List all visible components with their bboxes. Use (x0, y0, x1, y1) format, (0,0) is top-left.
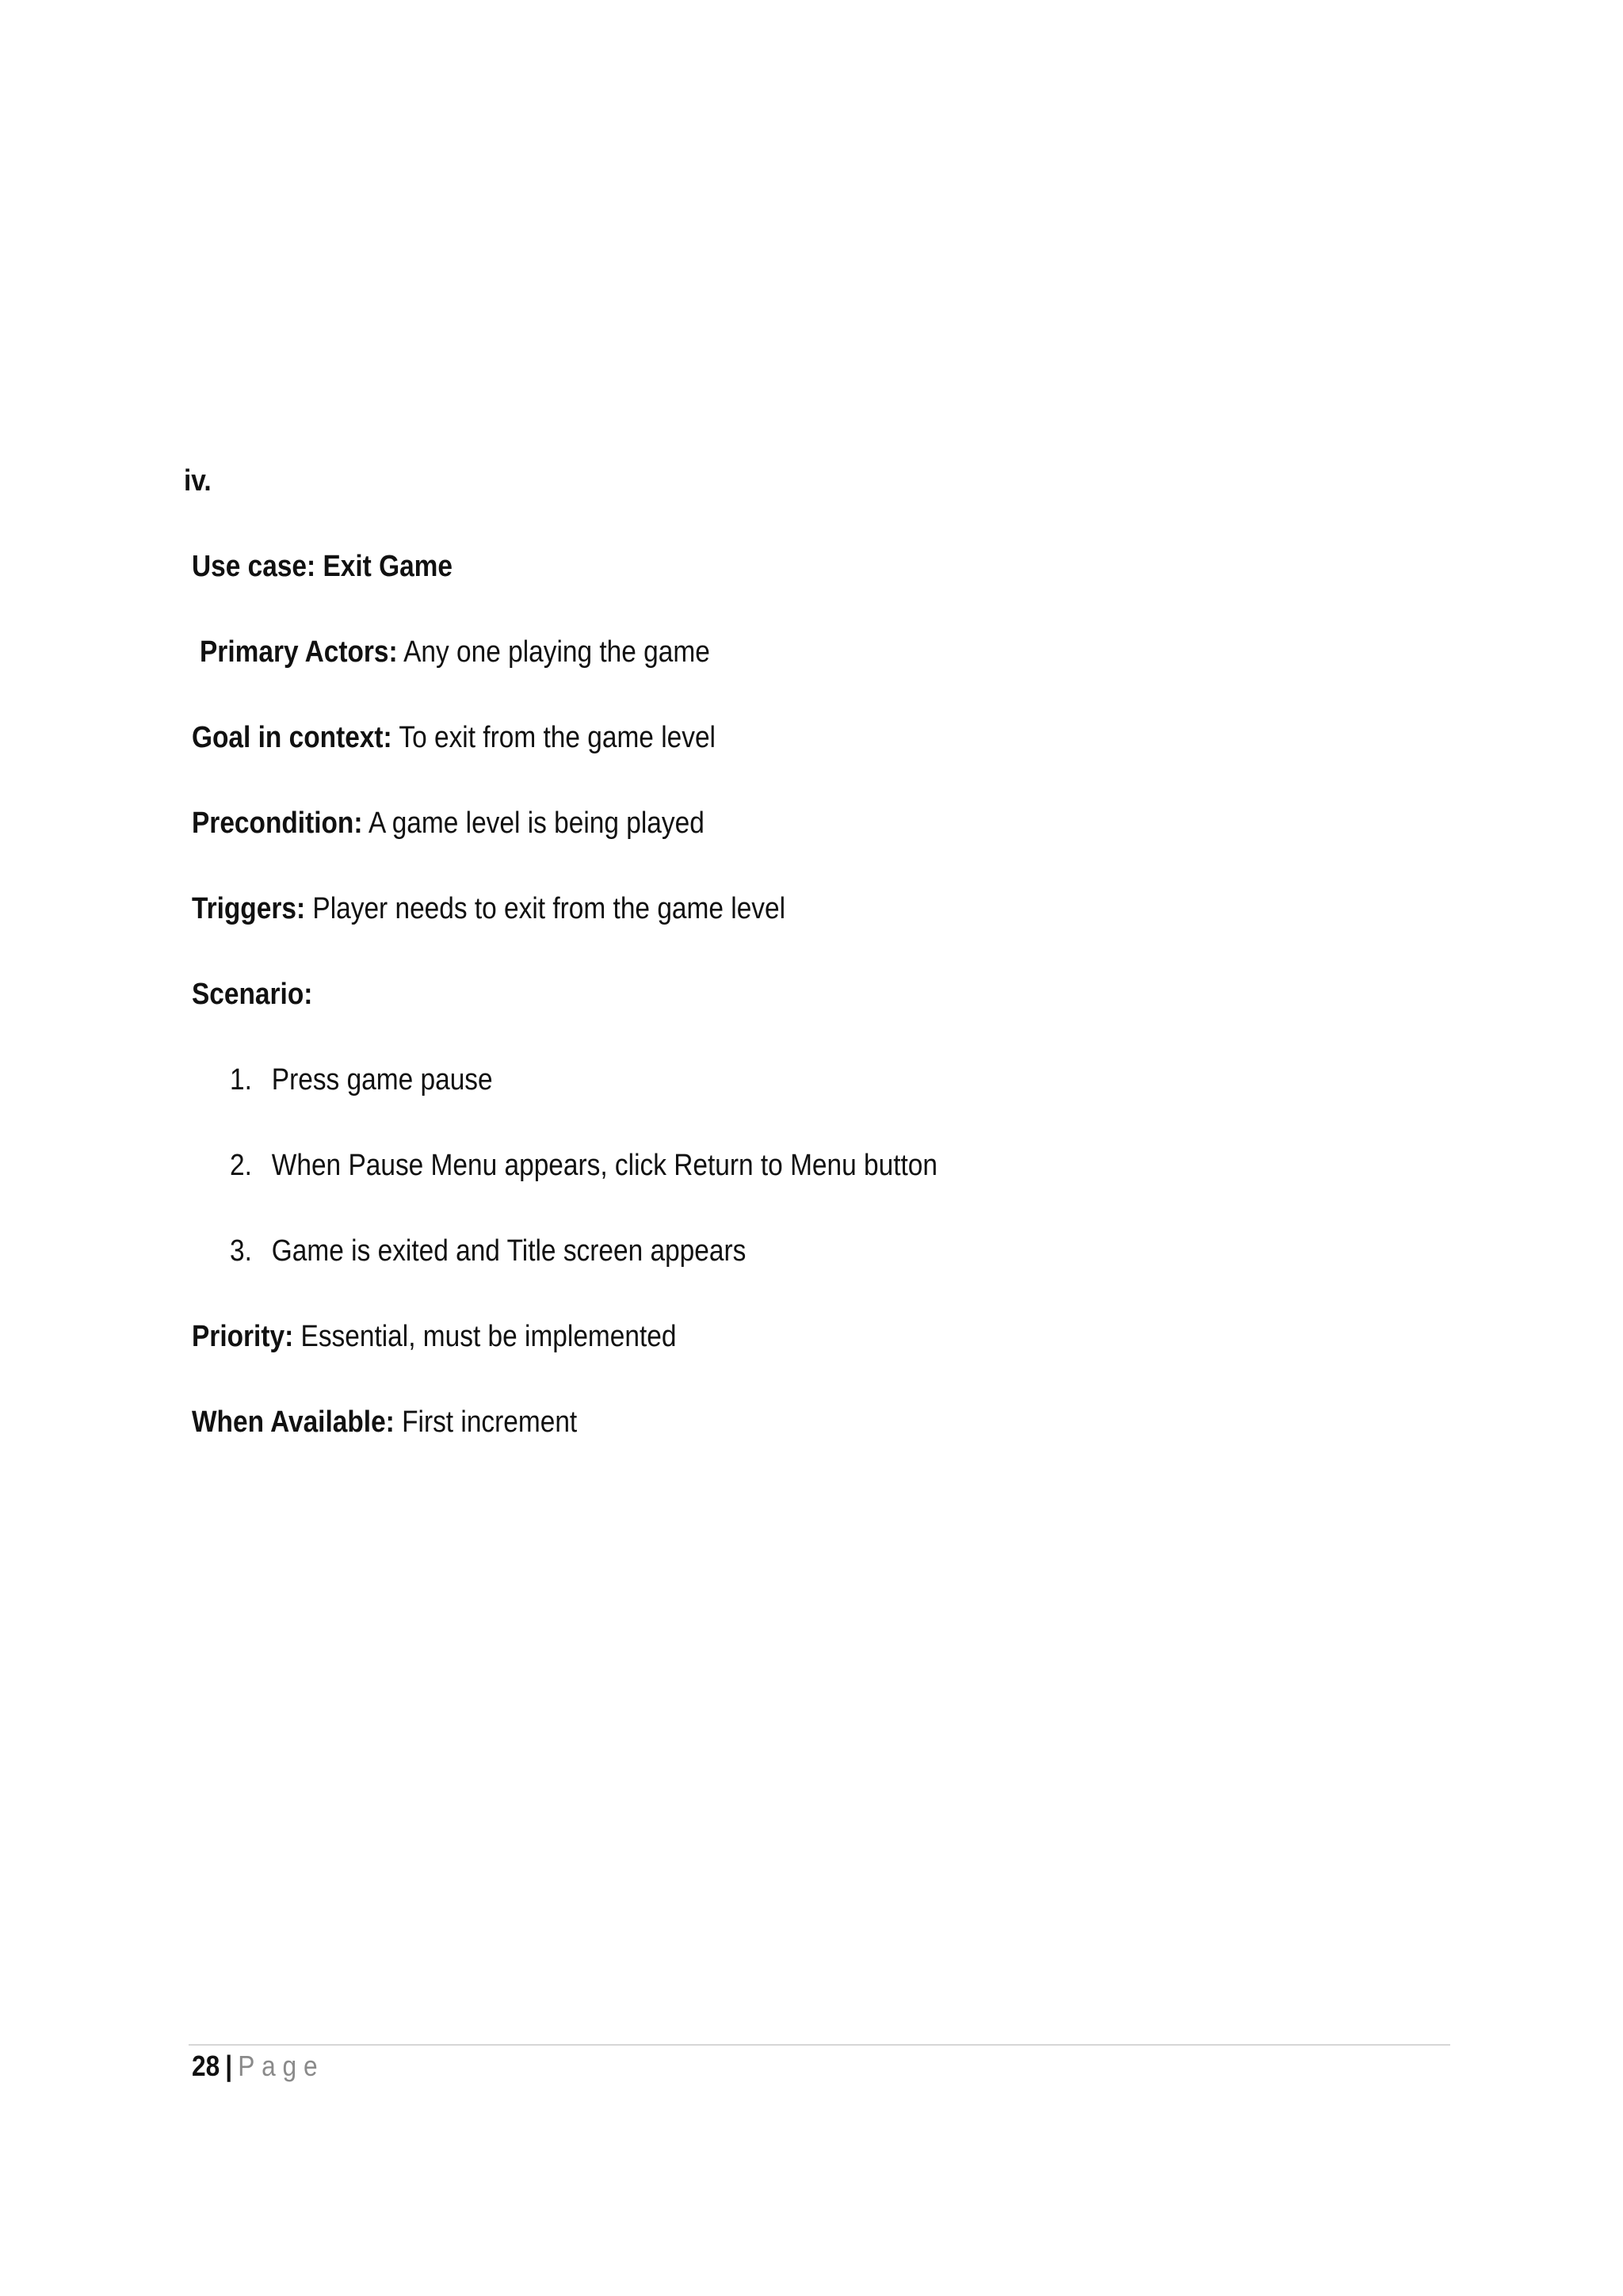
use-case-title: Use case: Exit Game (192, 550, 453, 583)
scenario-step-number: 3. (230, 1234, 252, 1268)
precondition-value: A game level is being played (368, 807, 705, 840)
priority-value: Essential, must be implemented (300, 1320, 677, 1353)
precondition-row (192, 805, 705, 841)
triggers-row (192, 891, 785, 927)
when-available-value: First increment (402, 1405, 578, 1439)
primary-actors-value: Any one playing the game (403, 635, 710, 669)
page-number: 28 (192, 2050, 220, 2082)
primary-actors-row (200, 634, 710, 670)
scenario-step (230, 1233, 746, 1269)
page-separator: | (225, 2050, 233, 2082)
priority-label: Priority: (192, 1320, 294, 1353)
scenario-step-text: Press game pause (271, 1063, 493, 1097)
scenario-step (230, 1062, 493, 1098)
triggers-value: Player needs to exit from the game level (312, 892, 786, 925)
when-available-label: When Available: (192, 1405, 395, 1439)
scenario-step-text: When Pause Menu appears, click Return to Menu button (271, 1149, 938, 1182)
section-marker: iv. (184, 464, 212, 498)
scenario-step (230, 1147, 938, 1184)
triggers-label: Triggers: (192, 892, 306, 925)
scenario-step-number: 1. (230, 1063, 252, 1097)
scenario-label: Scenario: (192, 978, 313, 1011)
precondition-label: Precondition: (192, 807, 363, 840)
when-available-row (192, 1404, 577, 1440)
primary-actors-label: Primary Actors: (200, 635, 398, 669)
goal-in-context-value: To exit from the game level (399, 721, 716, 754)
goal-in-context-row (192, 719, 716, 756)
page-word: Page (238, 2050, 325, 2082)
footer-divider (189, 2044, 1450, 2046)
scenario-step-text: Game is exited and Title screen appears (271, 1234, 747, 1268)
page-footer (192, 2049, 324, 2084)
goal-in-context-label: Goal in context: (192, 721, 392, 754)
priority-row (192, 1318, 676, 1355)
scenario-step-number: 2. (230, 1149, 252, 1182)
